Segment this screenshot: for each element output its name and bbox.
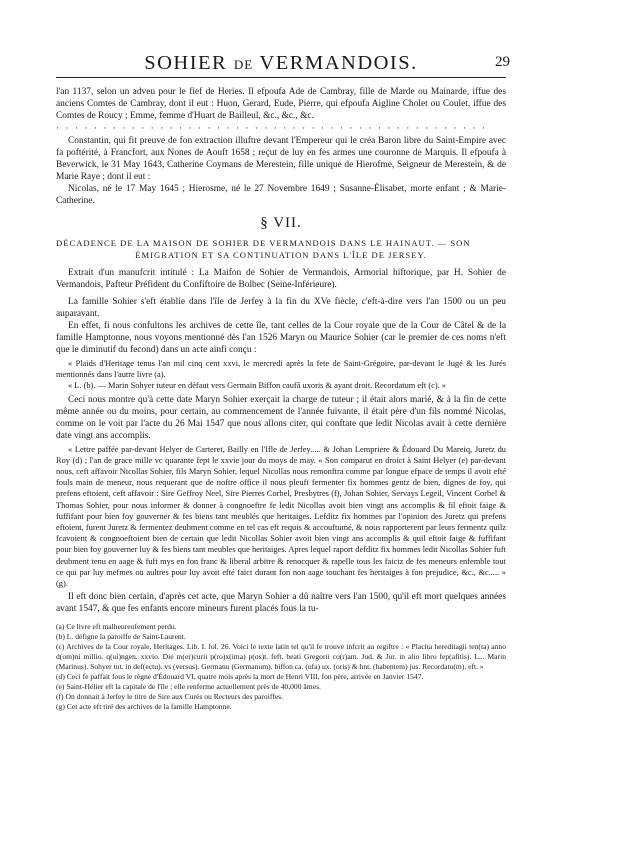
section-mark: § VII. <box>260 215 302 231</box>
title-part2: VERMANDOIS. <box>259 52 418 74</box>
page-number: 29 <box>495 54 510 70</box>
footnote-d: (d) Ceci fe paffait fous le règne d'Édouard VI, quatre mois après la mort de Henri VIII, fon père, arrivée en Janvier 1547. <box>56 672 424 682</box>
page-header <box>56 50 510 80</box>
intro-paragraph-1: l'an 1137, selon un adveu pour le fief de Heries. Il efpoufa Ade de Cambray, fille de Marde ou Mainarde, iffue des anciens Comtes de Cambray, dont il eut : Huon, Gerard, Eude, Pierre, qui efpoufa Aigline Cholet ou Coulet, iffue des Comtes de Roucy ; Emme, femme d'Huart de Bailleul, &c., &c., &c. <box>56 87 506 121</box>
footnote-e: (e) Saint-Hélier eft la capitale de l'île ; elle renferme actuellement près de 40,000 âmes. <box>56 682 321 692</box>
page <box>56 50 510 712</box>
body-paragraph-1: La famille Sohier s'eft établie dans l'île de Jerfey à la fin du XVe fiècle, c'eft-à-dire vers l'an 1500 ou un peu auparavant. <box>56 297 506 319</box>
quote-2 <box>56 444 506 590</box>
footnote-c: (c) Archives de la Cour royale, Heritages. Lib. I. fol. 26. Voici le texte latin tel qu'il fe trouve infcrit au regiftre : « Placita hereditagii ten(ta) anno d(om)ni millio. q(ui)ngen. xxvio. Die m(er)curii p(ro)x(ima) p(os)t. feft. beati Gregorii co(r)am. Jud. & Jur. in alio libro fep(afitis). L... Marin (Marinus). Sohyer tut. in def(ectu). vs (versus). Germanu (Germanum). biffon ca. (ufa) ux. (oris) & hnt. (habentem) jus. Recordatu(m). eft. » <box>56 642 506 672</box>
extract-paragraph: Extrait d'un manufcrit intitulé : La Maifon de Sohier de Vermandois, Armorial hiftorique, par H. Sohier de Vermandois, Pafteur Préfident du Confiftoire de Bolbec (Seine-Inférieure). <box>56 268 506 290</box>
body-paragraph-2: En effet, fi nous confultons les archives de cette île, tant celles de la Cour royale que de la Cour de Câtel & de la famille Hamptonne, nous voyons mentionné dès l'an 1526 Maryn ou Maurice Sohier (car le premier de ces noms n'eft que le diminutif du fecond) dans un acte ainfi conçu : <box>56 321 506 355</box>
ellipsis-line: · · · · · · · · · · · · · · · · · · · · · · · · · · · · · · · · · · · · · · · · · · · · · · <box>56 124 488 134</box>
section-heading-line2: ÉMIGRATION ET SA CONTINUATION DANS L'ÎLE DE JERSEY. <box>135 250 427 260</box>
title-de: DE <box>233 57 254 72</box>
body-paragraph-4: Il eft donc bien certain, d'après cet acte, que Maryn Sohier a dû naître vers l'an 1500, qu'il eft mort quelques années avant 1547, & que fes enfants encore mineurs furent placés fous la tu- <box>56 592 506 615</box>
footnotes <box>56 619 506 712</box>
footnote-g: (g) Cet acte eft tiré des archives de la famille Hamptonne. <box>56 702 232 712</box>
quote-2-text: « Lettre paffée par-devant Helyer de Carteret, Bailly en l'Ifle de Jerfey..... & Johan Lempriere & Édouard Du Mareiq, Juretz du Roy (d) ; l'an de grace mille vc quarante fept le xxvie jour du moys de may. « Son comparut en droict à Saint Helyer (e) par-devant nous, ceft affavoir Nicollas Sohier, fils Maryn Sohier, lequel Nicollas nous remonftra comme par longue efpace de temps il avoit efté fouls main de meneur, nous requerant que de noftre office il nous pleuft fermenter fix hommes gentz de bien, dignes de foy, qui prefens eftoient, ceft affavoir : Sire Geffroy Neel, Sire Pierres Corbel, Presbytres (f), Johan Sohier, Servays Legeil, Vincent Corbel & Thomas Sohier, pour nous informer & donner à congnoeftre fe ledit Nicollas avoit bien vingt ans accomplis & fil eftoit faige & fuffifant pour bien foy gouverner & fes biens tant meublés que heritaiges. Lefditz fix hommes par l'opinion des Juretz qui prefens eftoient, furent Juretz & fermentez deubment comme en tel cas eft requis & accouftumé, & nous rapporterent par leurs fermentz quilz fcavoient & congnoeftoient bien de certain que ledit Nicollas Sohier avoit bien vingt ans accomplis & quil eftoit faige & fuffifant pour bien foy gouverner luy & fes biens tant meubles que heritaiges. Apres lequel raport defditz fix hommes ledit Nicollas Sohier fuft deubment tenu en aage & fuft mys en fon franc & liberal arbitre & renocquer & rapelle tous les faictz de fes meneurs enfemble tout ce qui par luy mefmes ou aultres pour luy avoit efté faict durant fon non aage touchant fes heritaiges à fon prejudice, &c., &c..... » (g). <box>56 444 506 589</box>
quote-1 <box>56 358 506 392</box>
section-heading-line1: DÉCADENCE DE LA MAISON DE SOHIER DE VERMANDOIS DANS LE HAINAUT. — SON <box>56 238 471 248</box>
intro-paragraph-3: Nicolas, né le 17 May 1645 ; Hierosme, né le 27 Novembre 1649 ; Susanne-Élisabet, morte enfant ; & Marie-Catherine. <box>56 184 506 206</box>
running-title <box>76 52 486 75</box>
intro-block <box>56 86 506 207</box>
footnote-b: (b) L. défigne la paroiffe de Saint-Laurent. <box>56 632 186 642</box>
quote-1-line-1: « Plaids d'Heritage tenus l'an mil cinq cent xxvi, le mercredi après la fete de Saint-Grégoire, par-devant le Jugé & les Jurés mentionnés dans l'autre livre (a). <box>56 359 506 380</box>
body-paragraph-3: Ceci nous montre qu'à cette date Maryn Sohier exerçait la charge de tuteur ; il était alors marié, & à la fin de cette même année ou du moins, pour certain, au commencement de l'année fuivante, il était père d'un fils nommé Nicolas, comme on le voit par l'acte du 26 Mai 1547 que nous allons citer, qui conftate que ledit Nicolas avait à cette dernière date vingt ans accomplis. <box>56 394 506 441</box>
intro-paragraph-2: Constantin, qui fit preuve de fon extraction illuftre devant l'Empereur qui le créa Baron libre du Saint-Empire avec fa poftérité, à Francfort, aux Nones de Aouft 1658 ; reçut de luy en fes armes une couronne de Marquis. Il efpoufa à Beverwick, le 31 May 1643, Catherine Coymans de Merestein, fille unique de Hierofme, Seigneur de Merestein, & de Marie Raye ; dont il eut : <box>56 136 506 182</box>
footnote-f: (f) On donnait à Jerfey le titre de Sire aux Curés ou Recteurs des paroiffes. <box>56 692 283 702</box>
footnote-a: (a) Ce livre eft malheureufement perdu. <box>56 622 177 632</box>
quote-1-line-2: « L. (b). — Marin Sohyer tuteur en défaut vers Germain Biffon caufâ uxoris & ayant droit. Recordatum eft (c). » <box>68 381 446 391</box>
title-part1: SOHIER <box>144 52 228 74</box>
